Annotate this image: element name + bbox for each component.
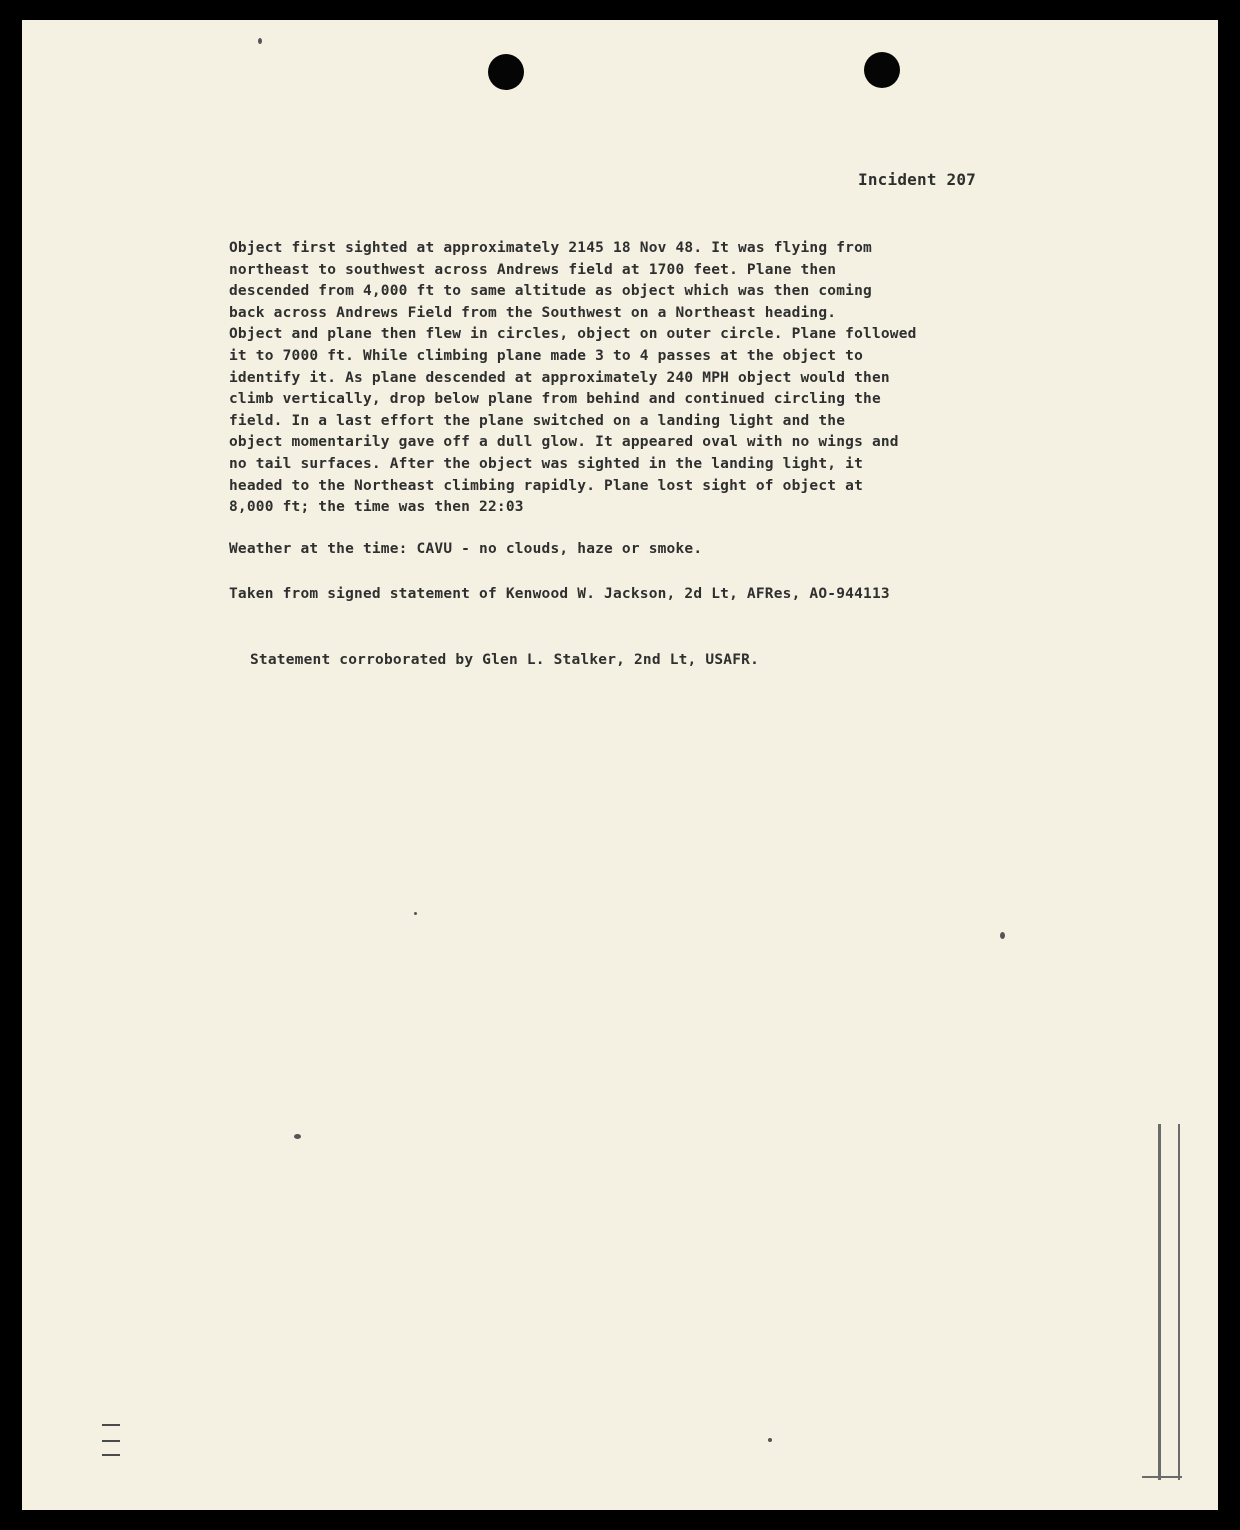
narrative-line: headed to the Northeast climbing rapidly. Plane lost sight of object at (229, 477, 864, 494)
scan-speck (258, 38, 262, 44)
narrative-line: descended from 4,000 ft to same altitude as object which was then coming (229, 283, 872, 300)
page-edge-shadow (1142, 1476, 1182, 1478)
page-edge-shadow (1158, 1124, 1161, 1480)
narrative-line: no tail surfaces. After the object was sighted in the landing light, it (229, 455, 864, 472)
document-page (22, 20, 1218, 1510)
punch-hole-right (864, 52, 900, 88)
scan-speck (768, 1438, 772, 1442)
punch-hole-left (488, 54, 524, 90)
scan-speck (414, 912, 417, 915)
narrative-line: 8,000 ft; the time was then 22:03 (229, 499, 524, 516)
scan-speck (294, 1134, 301, 1139)
narrative-line: identify it. As plane descended at approximately 240 MPH object would then (229, 369, 890, 386)
narrative-line: climb vertically, drop below plane from behind and continued circling the (229, 391, 881, 408)
narrative-line: Object and plane then flew in circles, object on outer circle. Plane followed (229, 326, 917, 343)
narrative-line: object momentarily gave off a dull glow. It appeared oval with no wings and (229, 434, 899, 451)
narrative-paragraph (229, 238, 1089, 519)
margin-tick (102, 1440, 120, 1442)
source-statement-line: Taken from signed statement of Kenwood W. Jackson, 2d Lt, AFRes, AO-944113 (229, 586, 890, 602)
narrative-line: back across Andrews Field from the Southwest on a Northeast heading. (229, 304, 837, 321)
incident-label: Incident 207 (858, 170, 976, 189)
narrative-line: northeast to southwest across Andrews field at 1700 feet. Plane then (229, 261, 837, 278)
narrative-line: field. In a last effort the plane switched on a landing light and the (229, 412, 846, 429)
narrative-line: it to 7000 ft. While climbing plane made 3 to 4 passes at the object to (229, 347, 864, 364)
narrative-line: Object first sighted at approximately 2145 18 Nov 48. It was flying from (229, 240, 872, 256)
margin-tick (102, 1424, 120, 1426)
margin-tick (102, 1454, 120, 1456)
scan-speck (1000, 932, 1005, 939)
page-edge-shadow (1178, 1124, 1180, 1480)
corroboration-line: Statement corroborated by Glen L. Stalker, 2nd Lt, USAFR. (250, 652, 759, 668)
weather-line: Weather at the time: CAVU - no clouds, haze or smoke. (229, 541, 703, 557)
